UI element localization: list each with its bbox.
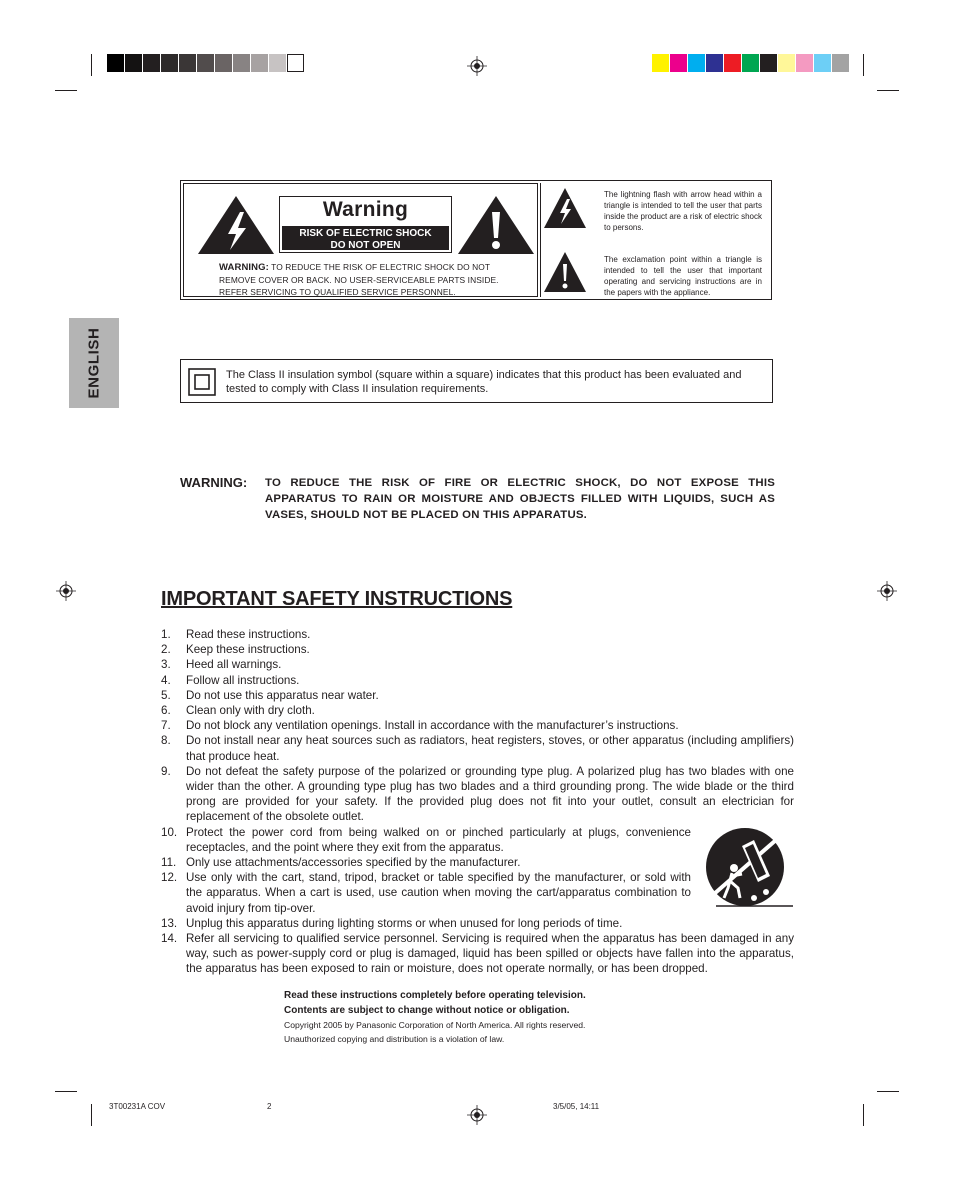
calibration-swatch <box>269 54 286 72</box>
color-calibration-bar <box>652 54 850 72</box>
list-item-number: 7. <box>161 719 171 733</box>
list-item <box>161 825 691 855</box>
list-item-number: 5. <box>161 688 171 702</box>
cart-tipover-icon <box>702 826 794 912</box>
list-item-text: Unplug this apparatus during lighting storms or when unused for long periods of time. <box>186 916 623 930</box>
list-item-text: Heed all warnings. <box>186 658 282 672</box>
footer-page-number: 2 <box>267 1102 272 1111</box>
list-item <box>161 764 794 825</box>
electric-shock-warning-box <box>180 180 772 300</box>
crop-mark <box>877 90 899 91</box>
calibration-swatch <box>179 54 196 72</box>
double-square-icon <box>188 368 216 396</box>
list-item <box>161 733 794 763</box>
list-item-number: 9. <box>161 764 171 778</box>
list-item-number: 12. <box>161 871 178 885</box>
list-item <box>161 673 794 688</box>
list-item-text: Do not defeat the safety purpose of the polarized or grounding type plug. A polarized plug has two blades with one wider than the other. A grounding type plug has two blades and a third grounding prong. The wide blade or the third prong are provided for your safety. If the provided plug does not fit into your outlet, consult an electrician for replacement of the obsolete outlet. <box>186 764 794 824</box>
exclamation-triangle-icon <box>543 251 587 293</box>
copying-notice: Unauthorized copying and distribution is a violation of law. <box>284 1034 505 1044</box>
list-item-text: Protect the power cord from being walked on or pinched particularly at plugs, convenience receptacles, and the point where they exit from the apparatus. <box>186 825 691 854</box>
copyright-notice: Copyright 2005 by Panasonic Corporation of North America. All rights reserved. <box>284 1020 586 1030</box>
registration-mark-icon <box>467 56 487 76</box>
crop-mark <box>877 1091 899 1092</box>
service-warning-body: TO REDUCE THE RISK OF ELECTRIC SHOCK DO NOT REMOVE COVER OR BACK. NO USER-SERVICEABLE PARTS INSIDE. REFER SERVICING TO QUALIFIED SERVICE PERSONNEL. <box>219 262 499 297</box>
language-tab-label: ENGLISH <box>85 327 103 399</box>
calibration-swatch <box>197 54 214 72</box>
calibration-swatch <box>233 54 250 72</box>
list-item-text: Refer all servicing to qualified service personnel. Servicing is required when the apparatus has been damaged in any way, such as power-supply cord or plug is damaged, liquid has been spilled or objects have fallen into the apparatus, the apparatus has been exposed to rain or moisture, does not operate normally, or has been dropped. <box>186 932 794 976</box>
calibration-swatch <box>688 54 705 72</box>
class2-explanation: The Class II insulation symbol (square within a square) indicates that this product has been evaluated and tested to comply with Class II insulation requirements. <box>226 369 742 395</box>
list-item-text: Do not block any ventilation openings. Install in accordance with the manufacturer’s instructions. <box>186 719 679 733</box>
divider <box>540 183 541 297</box>
list-item-number: 13. <box>161 916 178 930</box>
exclamation-triangle-icon <box>456 194 536 256</box>
lightning-symbol-explanation: The lightning flash with arrow head within a triangle is intended to tell the user that parts inside the product are a risk of electric shock to persons. <box>604 190 762 232</box>
gray-calibration-bar <box>107 54 305 72</box>
warning-title-box <box>279 196 452 253</box>
list-item-number: 4. <box>161 673 171 687</box>
list-item-number: 2. <box>161 643 171 657</box>
calibration-swatch <box>125 54 142 72</box>
list-item-number: 8. <box>161 734 171 748</box>
list-item-number: 1. <box>161 628 171 641</box>
shock-notice-line1: RISK OF ELECTRIC SHOCK <box>299 228 432 239</box>
list-item-number: 10. <box>161 825 178 839</box>
calibration-swatch <box>760 54 777 72</box>
class2-insulation-box <box>180 359 773 403</box>
calibration-swatch <box>742 54 759 72</box>
service-warning-text <box>219 261 519 298</box>
warning-label-panel <box>183 183 538 297</box>
list-item <box>161 855 794 870</box>
list-item <box>161 642 794 657</box>
calibration-swatch <box>814 54 831 72</box>
warning-title: Warning <box>322 198 409 221</box>
list-item-number: 11. <box>161 856 177 870</box>
calibration-swatch <box>251 54 268 72</box>
calibration-swatch <box>107 54 124 72</box>
calibration-swatch <box>778 54 795 72</box>
language-tab <box>69 318 119 408</box>
crop-mark <box>55 90 77 91</box>
exclamation-symbol-explanation: The exclamation point within a triangle is intended to tell the user that important operating and servicing instructions are in the papers with the appliance. <box>604 255 762 297</box>
calibration-swatch <box>670 54 687 72</box>
crop-mark <box>55 1091 77 1092</box>
list-item <box>161 657 794 672</box>
list-item-text: Use only with the cart, stand, tripod, bracket or table specified by the manufacturer, or sold with the apparatus. When a cart is used, use caution when moving the cart/apparatus combination to avoid injury from tip-over. <box>186 871 691 915</box>
list-item <box>161 688 794 703</box>
read-instructions-notice: Read these instructions completely before operating television. <box>284 990 586 1001</box>
fire-warning-label: WARNING: <box>180 475 248 490</box>
calibration-swatch <box>796 54 813 72</box>
calibration-swatch <box>287 54 304 72</box>
list-item-text: Only use attachments/accessories specified by the manufacturer. <box>186 856 521 870</box>
calibration-swatch <box>143 54 160 72</box>
crop-mark <box>91 1104 92 1126</box>
shock-notice-banner <box>282 226 449 250</box>
footer-file-id: 3T00231A COV <box>109 1102 166 1111</box>
list-item-text: Read these instructions. <box>186 628 311 641</box>
registration-mark-icon <box>877 581 897 601</box>
crop-mark <box>863 54 864 76</box>
list-item <box>161 916 794 931</box>
list-item-number: 14. <box>161 932 178 946</box>
calibration-swatch <box>652 54 669 72</box>
crop-mark <box>863 1104 864 1126</box>
fire-warning-text: TO REDUCE THE RISK OF FIRE OR ELECTRIC SHOCK, DO NOT EXPOSE THIS APPARATUS TO RAIN OR MOISTURE AND OBJECTS FILLED WITH LIQUIDS, SUCH AS VASES, SHOULD NOT BE PLACED ON THIS APPARATUS. <box>265 477 775 521</box>
service-warning-label: WARNING: <box>219 262 269 273</box>
safety-instructions-list <box>161 627 794 977</box>
crop-mark <box>91 54 92 76</box>
lightning-triangle-icon <box>543 187 587 229</box>
registration-mark-icon <box>56 581 76 601</box>
registration-mark-icon <box>467 1105 487 1125</box>
list-item-text: Follow all instructions. <box>186 673 300 687</box>
lightning-triangle-icon <box>196 194 276 256</box>
list-item-text: Keep these instructions. <box>186 643 310 657</box>
change-notice: Contents are subject to change without notice or obligation. <box>284 1005 570 1016</box>
list-item-text: Clean only with dry cloth. <box>186 704 315 718</box>
footer-timestamp: 3/5/05, 14:11 <box>553 1102 600 1111</box>
calibration-swatch <box>832 54 849 72</box>
list-item-text: Do not install near any heat sources such as radiators, heat registers, stoves, or other apparatus (including amplifiers) that produce heat. <box>186 734 794 763</box>
list-item <box>161 627 794 642</box>
list-item-number: 6. <box>161 704 171 718</box>
calibration-swatch <box>706 54 723 72</box>
calibration-swatch <box>161 54 178 72</box>
list-item-number: 3. <box>161 658 171 672</box>
shock-notice-line2: DO NOT OPEN <box>330 240 401 251</box>
calibration-swatch <box>215 54 232 72</box>
safety-instructions-heading: IMPORTANT SAFETY INSTRUCTIONS <box>161 588 513 610</box>
list-item <box>161 870 691 916</box>
list-item <box>161 931 794 977</box>
calibration-swatch <box>724 54 741 72</box>
list-item <box>161 718 794 733</box>
list-item-text: Do not use this apparatus near water. <box>186 688 379 702</box>
list-item <box>161 703 794 718</box>
notice-block <box>284 988 684 1046</box>
